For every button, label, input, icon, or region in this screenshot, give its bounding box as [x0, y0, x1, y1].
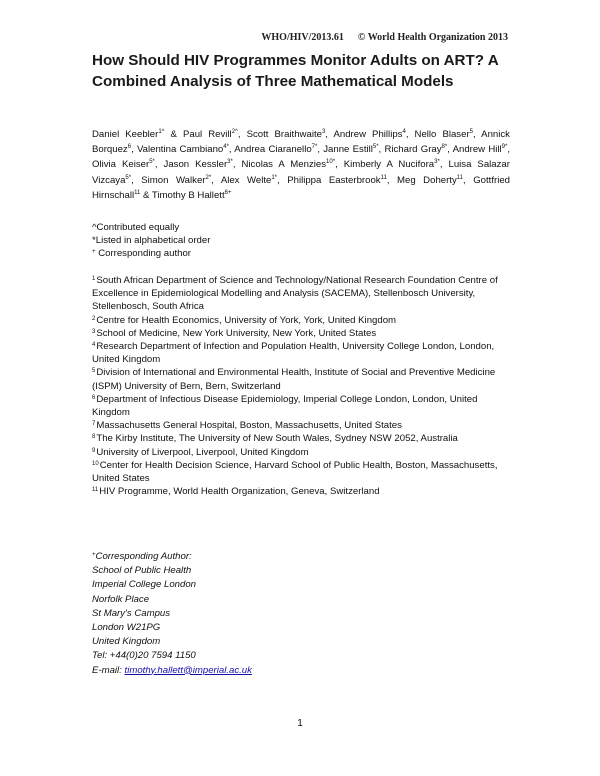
author — [247, 129, 326, 140]
note-text: Contributed equally — [96, 222, 180, 233]
note-text: Listed in alphabetical order — [95, 235, 211, 247]
author-name: Gottfried Hirnschall — [92, 174, 510, 201]
author — [152, 190, 232, 201]
email-link[interactable]: timothy.hallett@imperial.ac.uk — [124, 664, 252, 676]
author-affiliation-mark: 2^ — [231, 129, 238, 135]
author-name: Annick Borquez — [92, 129, 510, 156]
document-code: WHO/HIV/2013.61 — [261, 32, 344, 43]
author — [344, 159, 440, 170]
corr-line: St Mary's Campus — [92, 607, 171, 619]
document-header — [261, 32, 508, 43]
page-number: 1 — [297, 718, 303, 729]
author-affiliation-mark: 5* — [372, 144, 379, 151]
affiliation — [92, 459, 512, 485]
author-name: Paul Revill — [182, 129, 232, 140]
author-name: Scott Braithwaite — [246, 129, 322, 140]
affiliation-number: 10 — [92, 460, 99, 467]
author-name: Luisa Salazar Vizcaya — [92, 159, 510, 186]
author — [92, 129, 164, 140]
affiliation-number: 3 — [92, 328, 96, 335]
affiliation-text: Centre for Health Economics, University of York, York, United Kingdom — [96, 314, 397, 326]
email-line: E-mail: timothy.hallett@imperial.ac.uk — [92, 664, 252, 676]
copyright-notice: © World Health Organization 2013 — [357, 32, 508, 43]
author-affiliation-mark: 7* — [311, 144, 318, 151]
author-affiliation-mark: 2* — [205, 174, 212, 181]
affiliation-text: South African Department of Science and Technology/National Research Foundation Centre of Excellence in Epidemiological Modelling and Analysis (SACEMA), Stellenbosch University, Stellenbosch, South Africa — [92, 275, 498, 313]
author — [333, 129, 405, 140]
note-symbol: + — [92, 249, 96, 256]
affiliation-number: 11 — [92, 487, 99, 494]
author — [384, 144, 447, 155]
author-name: Andrew Hill — [452, 144, 502, 156]
author — [137, 144, 229, 155]
author-affiliation-mark: 1^ — [158, 129, 165, 135]
author-name: Jason Kessler — [163, 159, 228, 171]
affiliation-number: 9 — [92, 447, 96, 454]
author — [92, 159, 155, 170]
corresponding-author-block — [92, 550, 392, 678]
author-affiliation-mark: 11 — [456, 174, 464, 181]
affiliation — [92, 419, 512, 432]
author — [221, 175, 277, 186]
affiliation-list — [92, 274, 512, 498]
note-symbol: ^ — [92, 222, 97, 233]
author-name: Nello Blaser — [414, 129, 470, 140]
author-affiliation-mark: 11 — [380, 174, 387, 181]
author-name: Andrew Phillips — [333, 129, 403, 140]
affiliation — [92, 274, 512, 314]
author-note — [92, 247, 512, 260]
affiliation — [92, 314, 512, 327]
affiliation-text: School of Medicine, New York University, New York, United States — [96, 327, 377, 339]
author — [164, 159, 233, 170]
affiliation-number: 6 — [92, 394, 96, 401]
author — [141, 175, 211, 186]
author-name: Daniel Keebler — [92, 129, 159, 140]
author-affiliation-mark: 6+ — [224, 189, 232, 196]
affiliation — [92, 432, 512, 445]
author-affiliation-mark: 3 — [321, 129, 326, 135]
author-affiliation-mark: 1* — [271, 174, 278, 181]
author — [415, 129, 473, 140]
author-name: Philippa Easterbrook — [287, 174, 381, 186]
affiliation — [92, 340, 512, 366]
author-name: Olivia Keiser — [92, 159, 150, 171]
affiliation-text: Department of Infectious Disease Epidemiology, Imperial College London, London, United Kingdom — [92, 393, 478, 419]
affiliation-number: 8 — [92, 434, 96, 441]
author-name: Alex Welte — [220, 174, 272, 186]
author-affiliation-mark: 6 — [127, 144, 132, 151]
corresponding-author-heading: +Corresponding Author: — [92, 551, 192, 562]
author-name: Janne Estill — [323, 144, 373, 156]
author — [397, 175, 463, 186]
corr-line: School of Public Health — [92, 565, 192, 577]
author — [183, 129, 238, 140]
author — [453, 144, 508, 155]
author-note — [92, 234, 512, 247]
affiliation-text: Center for Health Decision Science, Harvard School of Public Health, Boston, Massachusetts, United States — [92, 459, 498, 485]
affiliation-text: Division of International and Environmental Health, Institute of Social and Preventive Medicine (ISPM) University of Bern, Bern, Switzerland — [92, 367, 496, 392]
affiliation — [92, 393, 512, 419]
author — [234, 144, 317, 155]
affiliation-number: 5 — [92, 368, 96, 375]
author-list: Daniel Keebler$^{1\^{}}$ & Paul Revill$^{2\^{}}$, Scott Braithwaite$^3$, Andrew Phillips$^4$, Nello Blaser$^5$, Annick Borquez$^6$, Valentina Cambiano$^{4*}$, Andrea Ciaranello$^{7*}$, Janne Estill$^{5*}$, Richard Gray$^{8*}$, Andrew Hill$^{9*}$, Olivia Keiser$^{5*}$, Jason Kessler$^{3*}$, Nicolas A Menzies$^{10*}$, Kimberly A Nucifora$^{3*}$, Luisa Salazar Vizcaya$^{5*}$, Simon Walker$^{2*}$, Alex Welte$^{1*}$, Philippa Easterbrook$^{11}$, Meg Doherty$^{11}$, Gottfried Hirnschall$^{11}$ & Timothy B Hallett$^{6+}$ — [92, 129, 511, 201]
author-note — [92, 221, 512, 234]
affiliation — [92, 327, 512, 340]
author-affiliation-mark: 3* — [434, 159, 440, 166]
author-affiliation-mark: 5 — [469, 129, 473, 135]
author — [287, 175, 387, 186]
author-affiliation-mark: 4* — [223, 144, 229, 151]
affiliation-number: 7 — [92, 421, 96, 428]
affiliation-text: Massachusetts General Hospital, Boston, Massachusetts, United States — [96, 420, 402, 432]
author-name: Kimberly A Nucifora — [343, 159, 435, 171]
author-affiliation-mark: 8* — [441, 144, 448, 151]
corr-line: United Kingdom — [92, 636, 161, 648]
affiliation — [92, 366, 512, 392]
affiliation-text: HIV Programme, World Health Organization, Geneva, Switzerland — [99, 486, 380, 498]
note-symbol: * — [92, 235, 96, 247]
affiliation-number: 4 — [92, 342, 96, 349]
affiliation-text: Research Department of Infection and Population Health, University College London, London, United Kingdom — [92, 341, 495, 366]
author-affiliation-mark: 3* — [227, 159, 233, 166]
author-affiliation-mark: 5* — [125, 174, 132, 181]
affiliation — [92, 446, 512, 459]
author-name: Meg Doherty — [397, 174, 457, 186]
corr-line: Norfolk Place — [92, 593, 150, 605]
author-affiliation-mark: 5* — [149, 159, 155, 166]
author-affiliation-mark: 9* — [501, 144, 508, 151]
affiliation-text: University of Liverpool, Liverpool, United Kingdom — [96, 446, 309, 458]
corr-line: London W21PG — [92, 622, 161, 634]
author-name: Valentina Cambiano — [136, 144, 224, 156]
author-affiliation-mark: 4 — [402, 129, 406, 135]
author — [323, 144, 378, 155]
author-notes — [92, 221, 512, 261]
corresponding-symbol: + — [92, 552, 96, 558]
affiliation-number: 1 — [92, 276, 96, 282]
corr-line: Imperial College London — [92, 579, 196, 591]
author-name: Nicolas A Menzies — [241, 159, 327, 171]
note-text: Corresponding author — [98, 248, 191, 260]
author — [242, 159, 336, 170]
author-name: Richard Gray — [384, 144, 442, 156]
affiliation — [92, 485, 512, 498]
paper-title: How Should HIV Programmes Monitor Adults on ART? A Combined Analysis of Three Mathematical Models — [92, 52, 499, 90]
author-name: Simon Walker — [141, 174, 206, 186]
corr-line: Tel: +44(0)20 7594 1150 — [92, 650, 196, 662]
author-name: Timothy B Hallett — [151, 189, 225, 201]
affiliation-number: 2 — [92, 315, 96, 322]
affiliation-text: The Kirby Institute, The University of New South Wales, Sydney NSW 2052, Australia — [96, 433, 458, 445]
author-affiliation-mark: 11 — [134, 189, 141, 196]
author-name: Andrea Ciaranello — [234, 144, 312, 156]
author-affiliation-mark: 10* — [326, 159, 336, 166]
